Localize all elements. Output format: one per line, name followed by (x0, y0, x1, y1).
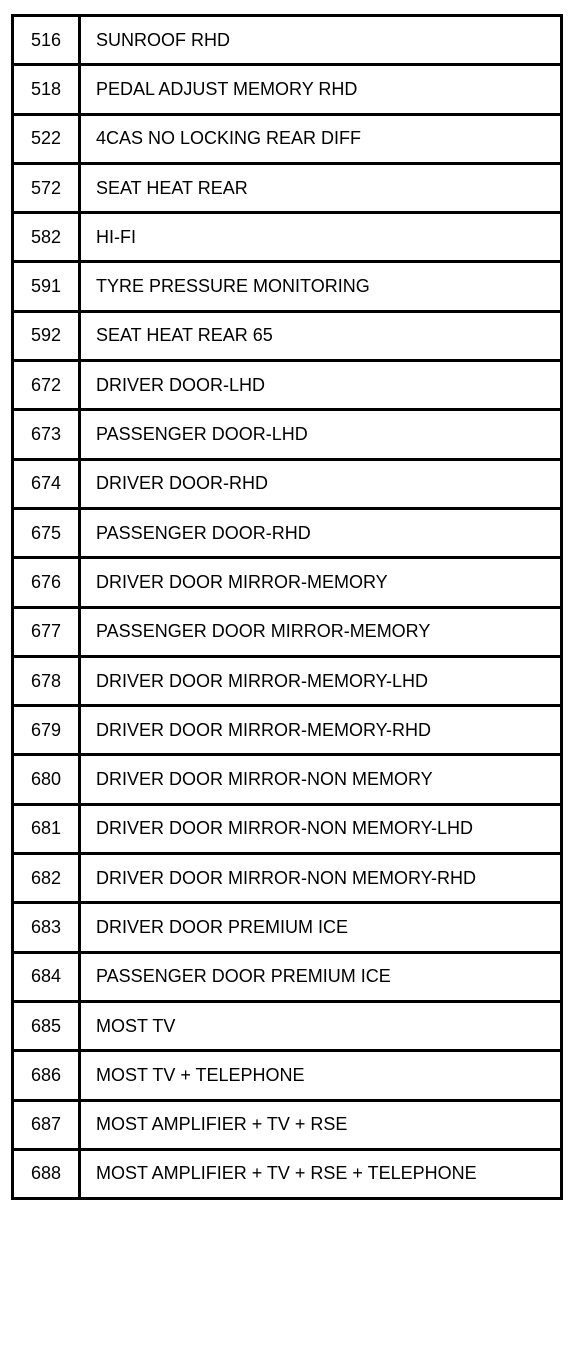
table-row (13, 1051, 562, 1100)
table-row (13, 706, 562, 755)
table-row (13, 854, 562, 903)
option-code-cell: 676 (13, 558, 80, 607)
option-code-cell: 687 (13, 1100, 80, 1149)
option-description-cell: DRIVER DOOR MIRROR-MEMORY (80, 558, 562, 607)
option-description-cell: TYRE PRESSURE MONITORING (80, 262, 562, 311)
table-row (13, 903, 562, 952)
option-description-cell: PASSENGER DOOR-RHD (80, 508, 562, 557)
table-row (13, 656, 562, 705)
option-description-cell: DRIVER DOOR MIRROR-NON MEMORY-RHD (80, 854, 562, 903)
table-row (13, 755, 562, 804)
option-description-cell: DRIVER DOOR PREMIUM ICE (80, 903, 562, 952)
option-description-cell: SUNROOF RHD (80, 16, 562, 65)
option-code-cell: 518 (13, 65, 80, 114)
option-description-cell: MOST AMPLIFIER + TV + RSE + TELEPHONE (80, 1149, 562, 1198)
option-description-cell: DRIVER DOOR-LHD (80, 361, 562, 410)
option-description-cell: PASSENGER DOOR-LHD (80, 410, 562, 459)
table-row (13, 311, 562, 360)
option-code-cell: 582 (13, 213, 80, 262)
option-description-cell: DRIVER DOOR MIRROR-MEMORY-LHD (80, 656, 562, 705)
option-description-cell: HI-FI (80, 213, 562, 262)
option-code-cell: 677 (13, 607, 80, 656)
table-row (13, 361, 562, 410)
option-code-cell: 678 (13, 656, 80, 705)
option-code-cell: 682 (13, 854, 80, 903)
table-row (13, 213, 562, 262)
table-row (13, 410, 562, 459)
option-description-cell: MOST TV (80, 1001, 562, 1050)
option-code-table-body (13, 16, 562, 1199)
option-code-cell: 675 (13, 508, 80, 557)
table-row (13, 508, 562, 557)
option-code-cell: 685 (13, 1001, 80, 1050)
table-row (13, 558, 562, 607)
option-description-cell: MOST TV + TELEPHONE (80, 1051, 562, 1100)
table-row (13, 16, 562, 65)
option-code-cell: 516 (13, 16, 80, 65)
option-code-cell: 592 (13, 311, 80, 360)
option-description-cell: SEAT HEAT REAR 65 (80, 311, 562, 360)
table-row (13, 65, 562, 114)
option-code-cell: 688 (13, 1149, 80, 1198)
option-code-cell: 674 (13, 459, 80, 508)
option-code-cell: 591 (13, 262, 80, 311)
table-row (13, 1001, 562, 1050)
option-description-cell: 4CAS NO LOCKING REAR DIFF (80, 114, 562, 163)
table-row (13, 1149, 562, 1198)
option-description-cell: SEAT HEAT REAR (80, 163, 562, 212)
option-description-cell: PEDAL ADJUST MEMORY RHD (80, 65, 562, 114)
option-description-cell: PASSENGER DOOR MIRROR-MEMORY (80, 607, 562, 656)
option-code-cell: 673 (13, 410, 80, 459)
table-row (13, 804, 562, 853)
table-row (13, 459, 562, 508)
option-code-cell: 679 (13, 706, 80, 755)
table-row (13, 1100, 562, 1149)
option-description-cell: DRIVER DOOR MIRROR-NON MEMORY-LHD (80, 804, 562, 853)
option-description-cell: PASSENGER DOOR PREMIUM ICE (80, 952, 562, 1001)
option-code-cell: 684 (13, 952, 80, 1001)
table-row (13, 607, 562, 656)
option-description-cell: MOST AMPLIFIER + TV + RSE (80, 1100, 562, 1149)
option-code-cell: 672 (13, 361, 80, 410)
option-description-cell: DRIVER DOOR-RHD (80, 459, 562, 508)
table-row (13, 952, 562, 1001)
option-code-cell: 680 (13, 755, 80, 804)
option-code-cell: 686 (13, 1051, 80, 1100)
option-code-table (11, 14, 563, 1200)
option-description-cell: DRIVER DOOR MIRROR-NON MEMORY (80, 755, 562, 804)
table-row (13, 262, 562, 311)
table-row (13, 114, 562, 163)
option-code-cell: 683 (13, 903, 80, 952)
option-code-cell: 522 (13, 114, 80, 163)
option-description-cell: DRIVER DOOR MIRROR-MEMORY-RHD (80, 706, 562, 755)
table-row (13, 163, 562, 212)
option-code-cell: 681 (13, 804, 80, 853)
option-code-cell: 572 (13, 163, 80, 212)
